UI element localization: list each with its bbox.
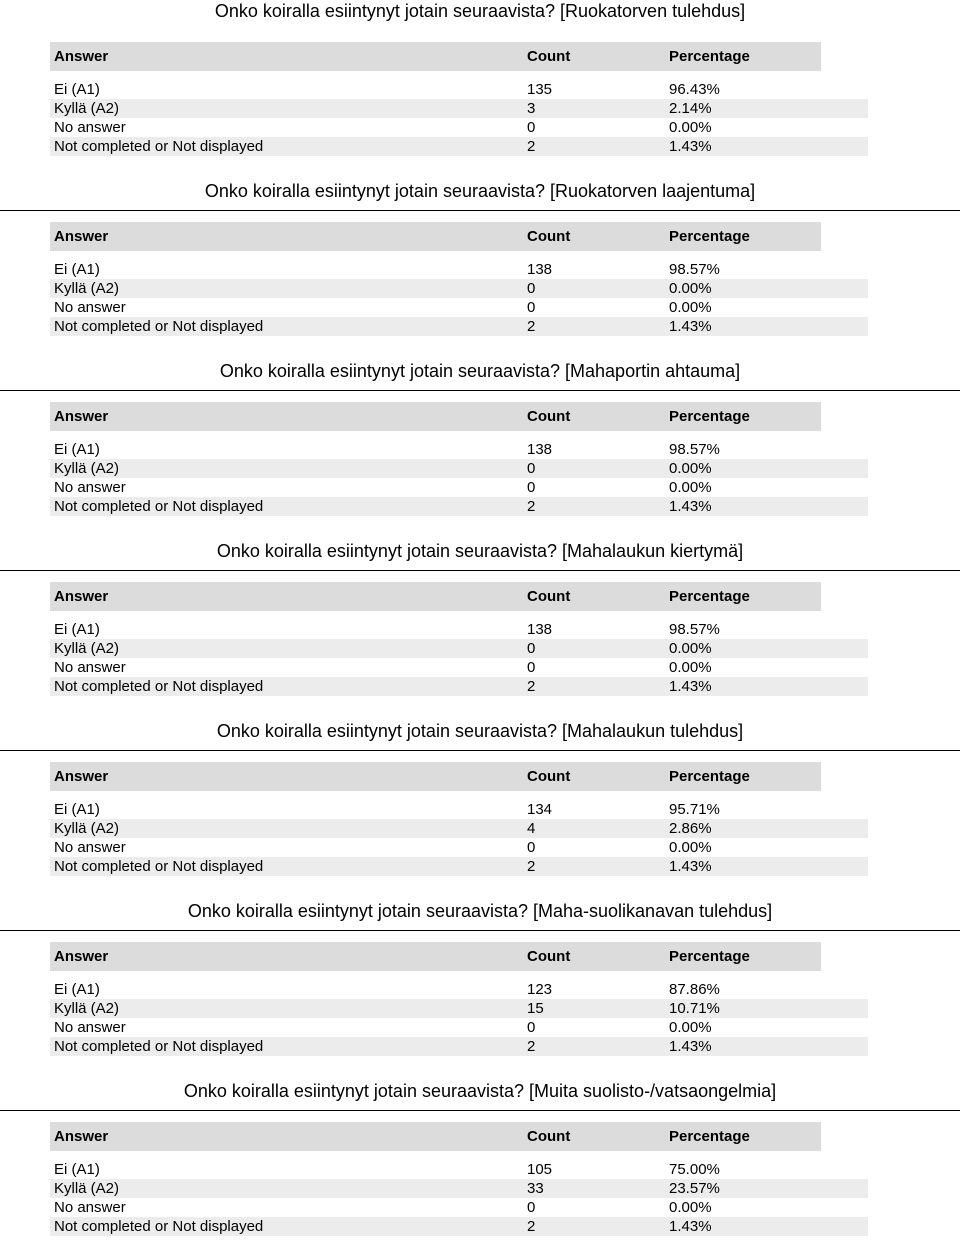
percentage-cell: 0.00% bbox=[669, 839, 712, 856]
header-count: Count bbox=[527, 588, 571, 605]
table-row bbox=[50, 80, 868, 99]
table-header bbox=[50, 942, 821, 971]
table-header bbox=[50, 1122, 821, 1151]
answer-cell: Kyllä (A2) bbox=[54, 1000, 120, 1017]
table-row bbox=[50, 658, 868, 677]
percentage-cell: 1.43% bbox=[669, 1218, 712, 1235]
percentage-cell: 10.71% bbox=[669, 1000, 720, 1017]
header-percentage: Percentage bbox=[669, 228, 750, 245]
answer-cell: Not completed or Not displayed bbox=[54, 138, 264, 155]
header-answer: Answer bbox=[54, 1128, 109, 1145]
count-cell: 0 bbox=[527, 659, 536, 676]
question-section bbox=[0, 0, 960, 180]
table-row bbox=[50, 1160, 868, 1179]
table-row bbox=[50, 478, 868, 497]
table-row bbox=[50, 1198, 868, 1217]
table-row bbox=[50, 440, 868, 459]
header-answer: Answer bbox=[54, 768, 109, 785]
percentage-cell: 1.43% bbox=[669, 678, 712, 695]
question-section bbox=[0, 180, 960, 360]
percentage-cell: 0.00% bbox=[669, 1019, 712, 1036]
table-row bbox=[50, 1217, 868, 1236]
answer-rows bbox=[50, 800, 868, 876]
count-cell: 105 bbox=[527, 1161, 553, 1178]
table-header bbox=[50, 402, 821, 431]
table-row bbox=[50, 819, 868, 838]
answer-rows bbox=[50, 80, 868, 156]
answer-cell: Kyllä (A2) bbox=[54, 280, 120, 297]
answer-cell: Ei (A1) bbox=[54, 441, 100, 458]
question-title: Onko koiralla esiintynyt jotain seuraavista? [Ruokatorven laajentuma] bbox=[204, 181, 756, 201]
title-divider bbox=[0, 1110, 960, 1111]
table-row bbox=[50, 639, 868, 658]
question-title: Onko koiralla esiintynyt jotain seuraavista? [Muita suolisto-/vatsaongelmia] bbox=[183, 1081, 777, 1101]
question-title: Onko koiralla esiintynyt jotain seuraavista? [Mahalaukun tulehdus] bbox=[216, 721, 744, 741]
header-answer: Answer bbox=[54, 48, 109, 65]
header-answer: Answer bbox=[54, 588, 109, 605]
answer-cell: Ei (A1) bbox=[54, 81, 100, 98]
header-percentage: Percentage bbox=[669, 1128, 750, 1145]
table-row bbox=[50, 298, 868, 317]
answer-cell: No answer bbox=[54, 659, 126, 676]
header-count: Count bbox=[527, 48, 571, 65]
header-count: Count bbox=[527, 768, 571, 785]
header-percentage: Percentage bbox=[669, 48, 750, 65]
percentage-cell: 0.00% bbox=[669, 119, 712, 136]
header-percentage: Percentage bbox=[669, 768, 750, 785]
header-count: Count bbox=[527, 948, 571, 965]
count-cell: 138 bbox=[527, 261, 553, 278]
count-cell: 2 bbox=[527, 858, 536, 875]
count-cell: 0 bbox=[527, 119, 536, 136]
table-row bbox=[50, 279, 868, 298]
percentage-cell: 0.00% bbox=[669, 460, 712, 477]
question-section bbox=[0, 900, 960, 1080]
answer-cell: Ei (A1) bbox=[54, 261, 100, 278]
answer-rows bbox=[50, 260, 868, 336]
percentage-cell: 1.43% bbox=[669, 1038, 712, 1055]
table-row bbox=[50, 999, 868, 1018]
answer-rows bbox=[50, 1160, 868, 1236]
count-cell: 2 bbox=[527, 1038, 536, 1055]
answer-cell: Not completed or Not displayed bbox=[54, 1038, 264, 1055]
table-header bbox=[50, 582, 821, 611]
table-row bbox=[50, 1037, 868, 1056]
count-cell: 15 bbox=[527, 1000, 544, 1017]
percentage-cell: 2.14% bbox=[669, 100, 712, 117]
answer-cell: Kyllä (A2) bbox=[54, 640, 120, 657]
count-cell: 0 bbox=[527, 1019, 536, 1036]
answer-cell: Kyllä (A2) bbox=[54, 460, 120, 477]
table-header bbox=[50, 42, 821, 71]
answer-cell: No answer bbox=[54, 1199, 126, 1216]
table-row bbox=[50, 459, 868, 478]
answer-cell: Not completed or Not displayed bbox=[54, 318, 264, 335]
answer-cell: Kyllä (A2) bbox=[54, 1180, 120, 1197]
question-section bbox=[0, 1080, 960, 1260]
count-cell: 0 bbox=[527, 839, 536, 856]
table-row bbox=[50, 118, 868, 137]
table-row bbox=[50, 260, 868, 279]
percentage-cell: 1.43% bbox=[669, 858, 712, 875]
table-row bbox=[50, 677, 868, 696]
count-cell: 0 bbox=[527, 280, 536, 297]
answer-cell: Ei (A1) bbox=[54, 621, 100, 638]
answer-cell: Not completed or Not displayed bbox=[54, 1218, 264, 1235]
table-header bbox=[50, 222, 821, 251]
table-row bbox=[50, 980, 868, 999]
table-row bbox=[50, 620, 868, 639]
answer-cell: No answer bbox=[54, 1019, 126, 1036]
answer-cell: No answer bbox=[54, 839, 126, 856]
count-cell: 4 bbox=[527, 820, 536, 837]
answer-cell: Not completed or Not displayed bbox=[54, 498, 264, 515]
count-cell: 2 bbox=[527, 498, 536, 515]
answer-cell: Not completed or Not displayed bbox=[54, 858, 264, 875]
percentage-cell: 2.86% bbox=[669, 820, 712, 837]
count-cell: 138 bbox=[527, 441, 553, 458]
question-title: Onko koiralla esiintynyt jotain seuraavista? [Ruokatorven tulehdus] bbox=[214, 1, 746, 21]
percentage-cell: 87.86% bbox=[669, 981, 720, 998]
title-divider bbox=[0, 570, 960, 571]
percentage-cell: 0.00% bbox=[669, 479, 712, 496]
answer-cell: Kyllä (A2) bbox=[54, 820, 120, 837]
percentage-cell: 96.43% bbox=[669, 81, 720, 98]
percentage-cell: 75.00% bbox=[669, 1161, 720, 1178]
table-row bbox=[50, 1179, 868, 1198]
percentage-cell: 1.43% bbox=[669, 498, 712, 515]
table-row bbox=[50, 137, 868, 156]
header-count: Count bbox=[527, 408, 571, 425]
table-row bbox=[50, 1018, 868, 1037]
answer-cell: No answer bbox=[54, 479, 126, 496]
count-cell: 0 bbox=[527, 479, 536, 496]
answer-rows bbox=[50, 980, 868, 1056]
header-percentage: Percentage bbox=[669, 948, 750, 965]
count-cell: 0 bbox=[527, 299, 536, 316]
count-cell: 2 bbox=[527, 678, 536, 695]
question-section bbox=[0, 540, 960, 720]
percentage-cell: 0.00% bbox=[669, 659, 712, 676]
question-section bbox=[0, 360, 960, 540]
table-row bbox=[50, 857, 868, 876]
answer-cell: Ei (A1) bbox=[54, 1161, 100, 1178]
answer-cell: Ei (A1) bbox=[54, 981, 100, 998]
question-title: Onko koiralla esiintynyt jotain seuraavista? [Maha-suolikanavan tulehdus] bbox=[187, 901, 773, 921]
header-answer: Answer bbox=[54, 948, 109, 965]
header-percentage: Percentage bbox=[669, 588, 750, 605]
percentage-cell: 98.57% bbox=[669, 441, 720, 458]
count-cell: 33 bbox=[527, 1180, 544, 1197]
title-divider bbox=[0, 390, 960, 391]
question-title: Onko koiralla esiintynyt jotain seuraavista? [Mahaportin ahtauma] bbox=[219, 361, 741, 381]
percentage-cell: 0.00% bbox=[669, 640, 712, 657]
answer-cell: Not completed or Not displayed bbox=[54, 678, 264, 695]
count-cell: 0 bbox=[527, 460, 536, 477]
answer-cell: No answer bbox=[54, 119, 126, 136]
percentage-cell: 95.71% bbox=[669, 801, 720, 818]
count-cell: 0 bbox=[527, 640, 536, 657]
count-cell: 135 bbox=[527, 81, 553, 98]
table-row bbox=[50, 99, 868, 118]
answer-rows bbox=[50, 620, 868, 696]
header-percentage: Percentage bbox=[669, 408, 750, 425]
count-cell: 2 bbox=[527, 1218, 536, 1235]
percentage-cell: 98.57% bbox=[669, 621, 720, 638]
table-row bbox=[50, 497, 868, 516]
title-divider bbox=[0, 750, 960, 751]
answer-cell: Ei (A1) bbox=[54, 801, 100, 818]
percentage-cell: 1.43% bbox=[669, 138, 712, 155]
question-title: Onko koiralla esiintynyt jotain seuraavista? [Mahalaukun kiertymä] bbox=[216, 541, 744, 561]
answer-rows bbox=[50, 440, 868, 516]
header-answer: Answer bbox=[54, 228, 109, 245]
answer-cell: No answer bbox=[54, 299, 126, 316]
table-row bbox=[50, 317, 868, 336]
title-divider bbox=[0, 210, 960, 211]
percentage-cell: 0.00% bbox=[669, 1199, 712, 1216]
count-cell: 3 bbox=[527, 100, 536, 117]
header-answer: Answer bbox=[54, 408, 109, 425]
answer-cell: Kyllä (A2) bbox=[54, 100, 120, 117]
table-row bbox=[50, 838, 868, 857]
count-cell: 0 bbox=[527, 1199, 536, 1216]
count-cell: 2 bbox=[527, 318, 536, 335]
header-count: Count bbox=[527, 1128, 571, 1145]
count-cell: 123 bbox=[527, 981, 553, 998]
percentage-cell: 23.57% bbox=[669, 1180, 720, 1197]
percentage-cell: 1.43% bbox=[669, 318, 712, 335]
title-divider bbox=[0, 930, 960, 931]
percentage-cell: 98.57% bbox=[669, 261, 720, 278]
percentage-cell: 0.00% bbox=[669, 299, 712, 316]
count-cell: 2 bbox=[527, 138, 536, 155]
count-cell: 134 bbox=[527, 801, 553, 818]
count-cell: 138 bbox=[527, 621, 553, 638]
percentage-cell: 0.00% bbox=[669, 280, 712, 297]
header-count: Count bbox=[527, 228, 571, 245]
question-section bbox=[0, 720, 960, 900]
table-row bbox=[50, 800, 868, 819]
table-header bbox=[50, 762, 821, 791]
